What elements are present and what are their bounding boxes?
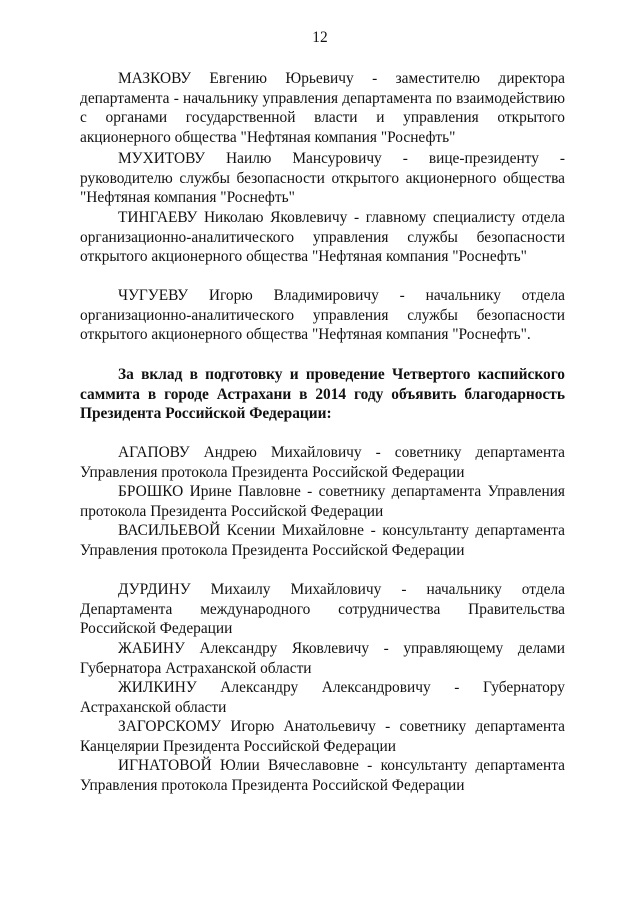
award-entry-zhabin: ЖАБИНУ Александру Яковлевичу - управляющему делами Губернатора Астраханской области xyxy=(80,640,565,677)
award-entry-zhilkin: ЖИЛКИНУ Александру Александровичу - Губернатору Астраханской области xyxy=(80,679,565,716)
award-entry-chuguev: ЧУГУЕВУ Игорю Владимировичу - начальнику отдела организационно-аналитического управления службы безопасности открытого акционерного общества "Нефтяная компания "Роснефть". xyxy=(80,287,565,344)
award-entry-zagorsky: ЗАГОРСКОМУ Игорю Анатольевичу - советнику департамента Канцелярии Президента Российской Федерации xyxy=(80,718,565,755)
section-heading: За вклад в подготовку и проведение Четвертого каспийского саммита в городе Астрахани в 2014 году объявить благодарность Президента Российской Федерации: xyxy=(80,366,565,423)
award-entry-mukhitov: МУХИТОВУ Наилю Мансуровичу - вице-президенту - руководителю службы безопасности открытого акционерного общества "Нефтяная компания "Роснефть" xyxy=(80,150,565,207)
award-entry-durdin: ДУРДИНУ Михаилу Михайловичу - начальнику отдела Департамента международного сотрудничества Правительства Российской Федерации xyxy=(80,581,565,638)
award-entry-mazkov: МАЗКОВУ Евгению Юрьевичу - заместителю директора департамента - начальнику управления департамента по взаимодействию с органами государственной власти и управления открытого акционерного общества "Нефтяная компания "Роснефть" xyxy=(80,70,565,146)
award-entry-broshko: БРОШКО Ирине Павловне - советнику департамента Управления протокола Президента Российской Федерации xyxy=(80,483,565,520)
page-number: 12 xyxy=(312,29,328,46)
award-entry-tingaev: ТИНГАЕВУ Николаю Яковлевичу - главному специалисту отдела организационно-аналитического управления службы безопасности открытого акционерного общества "Нефтяная компания "Роснефть" xyxy=(80,209,565,266)
award-entry-ignatova: ИГНАТОВОЙ Юлии Вячеславовне - консультанту департамента Управления протокола Президента Российской Федерации xyxy=(80,757,565,794)
award-entry-agapov: АГАПОВУ Андрею Михайловичу - советнику департамента Управления протокола Президента Российской Федерации xyxy=(80,444,565,481)
award-entry-vasilyeva: ВАСИЛЬЕВОЙ Ксении Михайловне - консультанту департамента Управления протокола Президента Российской Федерации xyxy=(80,522,565,559)
